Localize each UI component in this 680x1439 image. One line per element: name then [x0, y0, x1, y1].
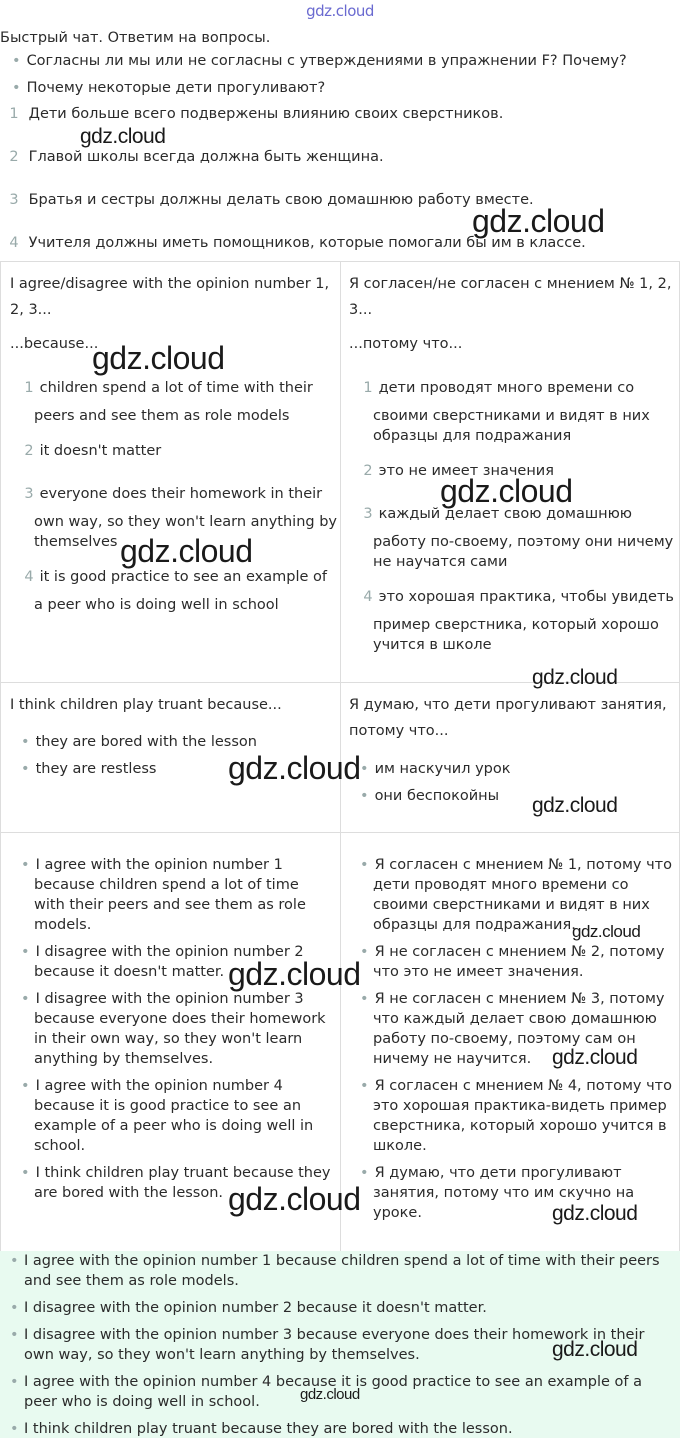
intro-bullet: • Почему некоторые дети прогуливают?	[12, 80, 326, 96]
summary-item: • I agree with the opinion number 4 because it is good practice to see an example of a	[10, 1374, 642, 1390]
watermark: gdz.cloud	[228, 956, 361, 992]
list-item: 3 каждый делает свою домашнюю	[363, 506, 632, 522]
watermark: gdz.cloud	[532, 794, 618, 817]
watermark: gdz.cloud	[228, 1181, 361, 1217]
section3-ru-cell	[340, 833, 680, 1252]
section2-ru-head: потому что...	[349, 723, 449, 739]
list-item: • they are bored with the lesson	[21, 734, 257, 750]
list-item-line: ничему не научится.	[373, 1051, 532, 1067]
list-item-line: сверстника, который хорошо учится в	[373, 1118, 667, 1134]
list-item: • Я думаю, что дети прогуливают	[360, 1165, 622, 1181]
list-item: • I think children play truant because they	[21, 1165, 331, 1181]
list-item-line: образцы для подражания	[373, 428, 572, 444]
section1-ru-because: ...потому что...	[349, 336, 463, 352]
list-item: 4 it is good practice to see an example of	[24, 569, 327, 585]
summary-line: peer who is doing well in school.	[24, 1394, 260, 1410]
section1-ru-head: 3...	[349, 302, 373, 318]
list-item-line: работу по-своему, поэтому они ничему	[373, 534, 674, 550]
intro-numbered-item: 4 Учителя должны иметь помощников, которые помогали бы им в классе.	[9, 235, 586, 251]
summary-item: • I disagree with the opinion number 3 because everyone does their homework in their	[10, 1327, 645, 1343]
list-item-line: with their peers and see them as role	[34, 897, 306, 913]
watermark: gdz.cloud	[552, 1202, 638, 1225]
list-item: • I disagree with the opinion number 2	[21, 944, 304, 960]
list-item-line: themselves	[34, 534, 118, 550]
list-item: 3 everyone does their homework in their	[24, 486, 323, 502]
section3-en-cell	[0, 833, 341, 1252]
watermark: gdz.cloud	[92, 340, 225, 376]
list-item-line: это хорошая практика-видеть пример	[373, 1098, 667, 1114]
list-item: • I disagree with the opinion number 3	[21, 991, 304, 1007]
section1-en-head: I agree/disagree with the opinion number 1,	[10, 276, 330, 292]
list-item-line: образцы для подражания.	[373, 917, 576, 933]
list-item-line: своими сверстниками и видят в них	[373, 897, 650, 913]
list-item: 4 это хорошая практика, чтобы увидеть	[363, 589, 674, 605]
list-item-line: своими сверстниками и видят в них	[373, 408, 650, 424]
section1-en-head: 2, 3...	[10, 302, 52, 318]
list-item: 2 это не имеет значения	[363, 463, 554, 479]
intro-numbered-item: 1 Дети больше всего подвержены влиянию своих сверстников.	[9, 106, 504, 122]
list-item: • Я согласен с мнением № 1, потому что	[360, 857, 672, 873]
list-item-line: что это не имеет значения.	[373, 964, 584, 980]
watermark: gdz.cloud	[552, 1338, 638, 1361]
watermark: gdz.cloud	[440, 473, 573, 509]
list-item: • Я согласен с мнением № 4, потому что	[360, 1078, 672, 1094]
summary-line: own way, so they won't learn anything by themselves.	[24, 1347, 420, 1363]
watermark: gdz.cloud	[228, 750, 361, 786]
list-item-line: because it doesn't matter.	[34, 964, 225, 980]
list-item-line: учится в школе	[373, 637, 492, 653]
list-item: 2 it doesn't matter	[24, 443, 162, 459]
watermark-top: gdz.cloud	[306, 2, 374, 20]
list-item-line: anything by themselves.	[34, 1051, 214, 1067]
list-item-line: дети проводят много времени со	[373, 877, 629, 893]
list-item-line: are bored with the lesson.	[34, 1185, 224, 1201]
list-item-line: in their own way, so they won't learn	[34, 1031, 303, 1047]
list-item: • they are restless	[21, 761, 157, 777]
list-item: 1 children spend a lot of time with their	[24, 380, 313, 396]
intro-title: Быстрый чат. Ответим на вопросы.	[0, 30, 271, 46]
list-item-line: own way, so they won't learn anything by	[34, 514, 337, 530]
list-item: • Я не согласен с мнением № 3, потому	[360, 991, 665, 1007]
list-item: • им наскучил урок	[360, 761, 511, 777]
list-item-line: уроке.	[373, 1205, 422, 1221]
list-item-line: models.	[34, 917, 92, 933]
section1-en-because: ...because...	[10, 336, 99, 352]
watermark: gdz.cloud	[472, 203, 605, 239]
section1-ru-cell	[340, 262, 680, 683]
list-item-line: because it is good practice to see an	[34, 1098, 302, 1114]
intro-bullet: • Согласны ли мы или не согласны с утверждениями в упражнении F? Почему?	[12, 53, 627, 69]
list-item-line: because children spend a lot of time	[34, 877, 299, 893]
list-item: 1 дети проводят много времени со	[363, 380, 635, 396]
intro-numbered-item: 2 Главой школы всегда должна быть женщина.	[9, 149, 384, 165]
summary-line: and see them as role models.	[24, 1273, 239, 1289]
list-item: • они беспокойны	[360, 788, 500, 804]
translation-table	[0, 261, 680, 1252]
intro-numbered-item: 3 Братья и сестры должны делать свою домашнюю работу вместе.	[9, 192, 534, 208]
summary-item: • I disagree with the opinion number 2 because it doesn't matter.	[10, 1300, 487, 1316]
watermark: gdz.cloud	[300, 1386, 360, 1403]
list-item-line: занятия, потому что им скучно на	[373, 1185, 635, 1201]
watermark: gdz.cloud	[120, 533, 253, 569]
list-item-line: a peer who is doing well in school	[34, 597, 279, 613]
watermark: gdz.cloud	[80, 125, 166, 148]
watermark: gdz.cloud	[532, 666, 618, 689]
list-item-line: работу по-своему, поэтому сам он	[373, 1031, 636, 1047]
list-item-line: because everyone does their homework	[34, 1011, 326, 1027]
summary-box	[0, 1251, 680, 1438]
list-item-line: школе.	[373, 1138, 427, 1154]
section2-ru-head: Я думаю, что дети прогуливают занятия,	[349, 697, 667, 713]
watermark: gdz.cloud	[552, 1046, 638, 1069]
summary-item: • I think children play truant because they are bored with the lesson.	[10, 1421, 513, 1437]
list-item-line: peers and see them as role models	[34, 408, 290, 424]
list-item: • Я не согласен с мнением № 2, потому	[360, 944, 665, 960]
list-item: • I agree with the opinion number 1	[21, 857, 283, 873]
section1-ru-head: Я согласен/не согласен с мнением № 1, 2,	[349, 276, 672, 292]
section2-ru-cell	[340, 683, 680, 833]
list-item-line: пример сверстника, который хорошо	[373, 617, 659, 633]
list-item: • I agree with the opinion number 4	[21, 1078, 283, 1094]
section2-en-cell	[0, 683, 341, 833]
watermark: gdz.cloud	[572, 922, 641, 941]
section2-en-head: I think children play truant because...	[10, 697, 282, 713]
list-item-line: не научатся сами	[373, 554, 508, 570]
list-item-line: что каждый делает свою домашнюю	[373, 1011, 657, 1027]
list-item-line: example of a peer who is doing well in	[34, 1118, 314, 1134]
list-item-line: school.	[34, 1138, 86, 1154]
section1-en-cell	[0, 262, 341, 683]
summary-item: • I agree with the opinion number 1 because children spend a lot of time with their peers	[10, 1253, 660, 1269]
